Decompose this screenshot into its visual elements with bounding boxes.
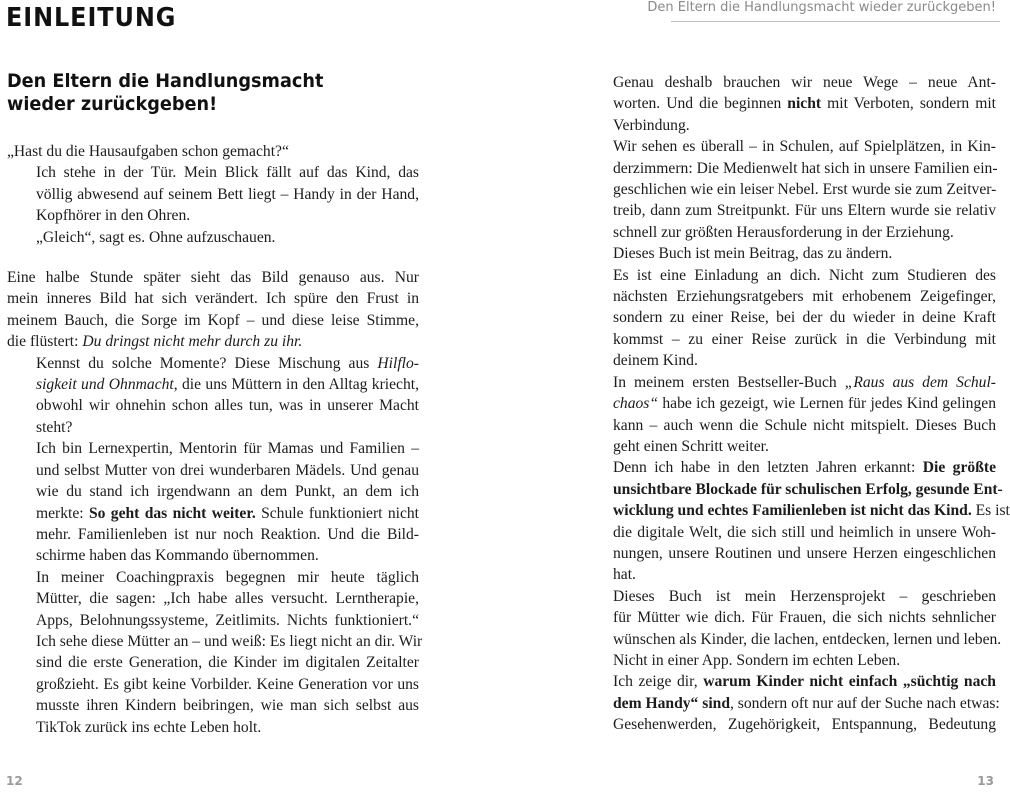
text-line: für Mütter wie dich. Für Frauen, die sich nichts sehnlicher	[613, 609, 996, 627]
text-line: Es ist eine Einladung an dich. Nicht zum Studieren des	[613, 266, 996, 284]
text-run: Ich zeige dir,	[613, 673, 704, 691]
text-line: Dieses Buch ist mein Herzensprojekt – geschrieben	[613, 587, 996, 605]
paragraph	[7, 267, 419, 353]
text-line: obwohl wir ohnehin schon alles tun, was in unserer Macht	[36, 397, 419, 415]
text-line	[7, 331, 419, 352]
text-run: habe ich gezeigt, wie Lernen für jedes Kind gelingen	[658, 395, 996, 413]
text-line: schirme haben das Kommando übernommen.	[36, 547, 319, 565]
text-line: derzimmern: Die Medienwelt hat sich in unsere Familien ein-	[613, 159, 998, 177]
section-title: EINLEITUNG	[6, 3, 177, 33]
text-line: Ich sehe diese Mütter an – und weiß: Es liegt nicht an dir. Wir	[36, 632, 423, 650]
text-line: Verbindung.	[613, 116, 690, 134]
text-line: Mütter, die sagen: „Ich habe alles versucht. Lerntherapie,	[36, 590, 419, 608]
emphasis: „Raus aus dem Schul-	[844, 373, 996, 391]
text-line: Nicht in einer App. Sondern im echten Leben.	[613, 651, 901, 669]
paragraph	[7, 567, 423, 738]
paragraph	[7, 438, 419, 566]
text-line: deinem Kind.	[613, 352, 698, 370]
paragraph	[584, 265, 996, 372]
paragraph	[584, 586, 1002, 672]
text-line	[7, 353, 419, 374]
text-line: Wir sehen es überall – in Schulen, auf Spielplätzen, in Kin-	[613, 138, 996, 156]
text-line: geschlichen wie ein leiser Nebel. Erst wurde sie zum Zeitver-	[613, 181, 997, 199]
chapter-title-line: wieder zurückgeben!	[7, 93, 218, 115]
paragraph	[584, 372, 996, 458]
running-head: Den Eltern die Handlungsmacht wieder zurückgeben!	[647, 0, 996, 15]
text-line: völlig abwesend auf seinem Bett liegt – Handy in der Hand,	[36, 185, 419, 203]
text-run: merkte:	[36, 504, 89, 522]
text-line	[584, 93, 996, 114]
text-line: hat.	[613, 566, 636, 584]
text-line: „Hast du die Hausaufgaben schon gemacht?“	[7, 143, 289, 160]
chapter-title-line: Den Eltern die Handlungsmacht	[7, 70, 324, 92]
text-line: musste ihren Kindern beibringen, wie man sich selbst aus	[36, 697, 419, 715]
chapter-title	[7, 70, 324, 116]
text-line: und selbst Mutter von drei wunderbaren Mädels. Und genau	[36, 461, 419, 479]
bold-text: dem Handy“ sind	[613, 694, 730, 712]
text-run: Schule funktioniert nicht	[255, 504, 419, 522]
text-run: Kennst du solche Momente? Diese Mischung aus	[36, 354, 378, 372]
text-line: nächsten Erziehungsratgebers mit erhobenem Zeigefinger,	[613, 288, 996, 306]
text-line	[584, 372, 996, 393]
text-line: mein inneres Bild hat sich verändert. Ich spüre den Frust in	[7, 290, 419, 308]
text-line	[584, 693, 1000, 714]
text-run: In meinem ersten Bestseller-Buch	[613, 373, 845, 391]
text-line	[584, 671, 996, 692]
text-line: „Gleich“, sagt es. Ohne aufzuschauen.	[36, 228, 276, 246]
paragraph	[584, 243, 996, 264]
text-line: schnell zur größten Herausforderung in der Erziehung.	[613, 223, 954, 241]
text-line: TikTok zurück ins echte Leben holt.	[36, 718, 262, 736]
text-run: Es ist	[971, 502, 1010, 520]
text-line: Gesehenwerden, Zugehörigkeit, Entspannung, Bedeutung	[613, 716, 996, 734]
text-line: kann – auch wenn die Schule nicht mitspielt. Dieses Buch	[613, 416, 996, 434]
emphasis: Hilflo-	[377, 354, 419, 372]
header-divider	[671, 21, 1000, 22]
text-line: Apps, Belohnungssysteme, Zeitlimits. Nichts funktioniert.“	[36, 611, 419, 629]
text-line	[584, 500, 1010, 521]
text-line	[7, 503, 419, 524]
text-line: Ich stehe in der Tür. Mein Blick fällt auf das Kind, das	[36, 164, 419, 182]
bold-text: warum Kinder nicht einfach „süchtig nach	[703, 673, 996, 691]
bold-text: Die größte	[922, 459, 996, 477]
text-run: , sondern oft nur auf der Suche nach etwas:	[730, 694, 1000, 712]
text-line: geht einen Schritt weiter.	[613, 437, 769, 455]
paragraph	[584, 457, 1010, 585]
text-line: Genau deshalb brauchen wir neue Wege – neue Ant-	[613, 74, 996, 91]
paragraph	[7, 141, 419, 162]
text-line: kommst – zu einer Reise zurück in die Verbindung mit	[613, 330, 996, 348]
paragraph	[584, 671, 1000, 735]
page-number-left: 12	[6, 774, 23, 788]
right-page-text	[584, 72, 1010, 736]
text-line	[584, 479, 1003, 500]
bold-text: nicht	[787, 95, 822, 113]
bold-text: wicklung und echtes Familienleben ist nicht das Kind.	[613, 502, 972, 520]
text-line: In meiner Coachingpraxis begegnen mir heute täglich	[36, 568, 419, 586]
text-line: sind die erste Generation, die Kinder im digitalen Zeitalter	[36, 654, 419, 672]
text-line: sondern zu einer Reise, bei der du wieder in deine Kraft	[613, 309, 996, 327]
emphasis: chaos“	[613, 395, 659, 413]
text-run: worten. Und die beginnen	[613, 95, 788, 113]
paragraph	[7, 353, 419, 439]
text-run: , die uns Müttern in den Alltag kriecht,	[173, 376, 420, 394]
text-line: treib, dann zum Streitpunkt. Für uns Eltern wurde sie relativ	[613, 202, 996, 220]
text-line: steht?	[36, 418, 73, 436]
text-run: Denn ich habe in den letzten Jahren erkannt:	[613, 459, 923, 477]
bold-text: So geht das nicht weiter.	[88, 504, 256, 522]
emphasis: sigkeit und Ohnmacht	[36, 376, 174, 394]
text-line: großzieht. Es gibt keine Vorbilder. Keine Generation vor uns	[36, 675, 419, 693]
text-line: wünschen als Kinder, die lachen, entdecken, lernen und leben.	[613, 630, 1002, 648]
left-page-text	[7, 141, 423, 738]
text-line: Eine halbe Stunde später sieht das Bild genauso aus. Nur	[7, 269, 419, 287]
text-line	[584, 393, 996, 414]
bold-text: unsichtbare Blockade für schulischen Erfolg, gesunde Ent-	[613, 480, 1003, 498]
text-line: Dieses Buch ist mein Beitrag, das zu ändern.	[613, 245, 893, 263]
text-line: die digitale Welt, die sich still und heimlich in unsere Woh-	[613, 523, 996, 541]
text-line: mehr. Familienleben ist nur noch Reaktion. Und die Bild-	[36, 525, 419, 543]
text-run: die flüstert:	[7, 333, 83, 351]
text-line: meinem Bauch, die Sorge im Kopf – und diese leise Stimme,	[7, 311, 419, 329]
text-line	[584, 457, 996, 478]
emphasis: Du dringst nicht mehr durch zu ihr.	[82, 333, 303, 351]
text-line: Ich bin Lernexpertin, Mentorin für Mamas und Familien –	[36, 440, 419, 458]
paragraph	[584, 136, 996, 243]
paragraph	[584, 72, 996, 136]
paragraph	[7, 162, 419, 226]
text-line	[7, 374, 419, 395]
text-line: wie du stand ich irgendwann an dem Punkt, an dem ich	[36, 483, 419, 501]
paragraph	[7, 227, 419, 248]
page-number-right: 13	[977, 774, 994, 788]
text-line: nungen, unsere Routinen und unsere Herzen eingeschlichen	[613, 544, 996, 562]
text-line: Kopfhörer in den Ohren.	[36, 207, 191, 225]
text-run: mit Verboten, sondern mit	[821, 95, 996, 113]
